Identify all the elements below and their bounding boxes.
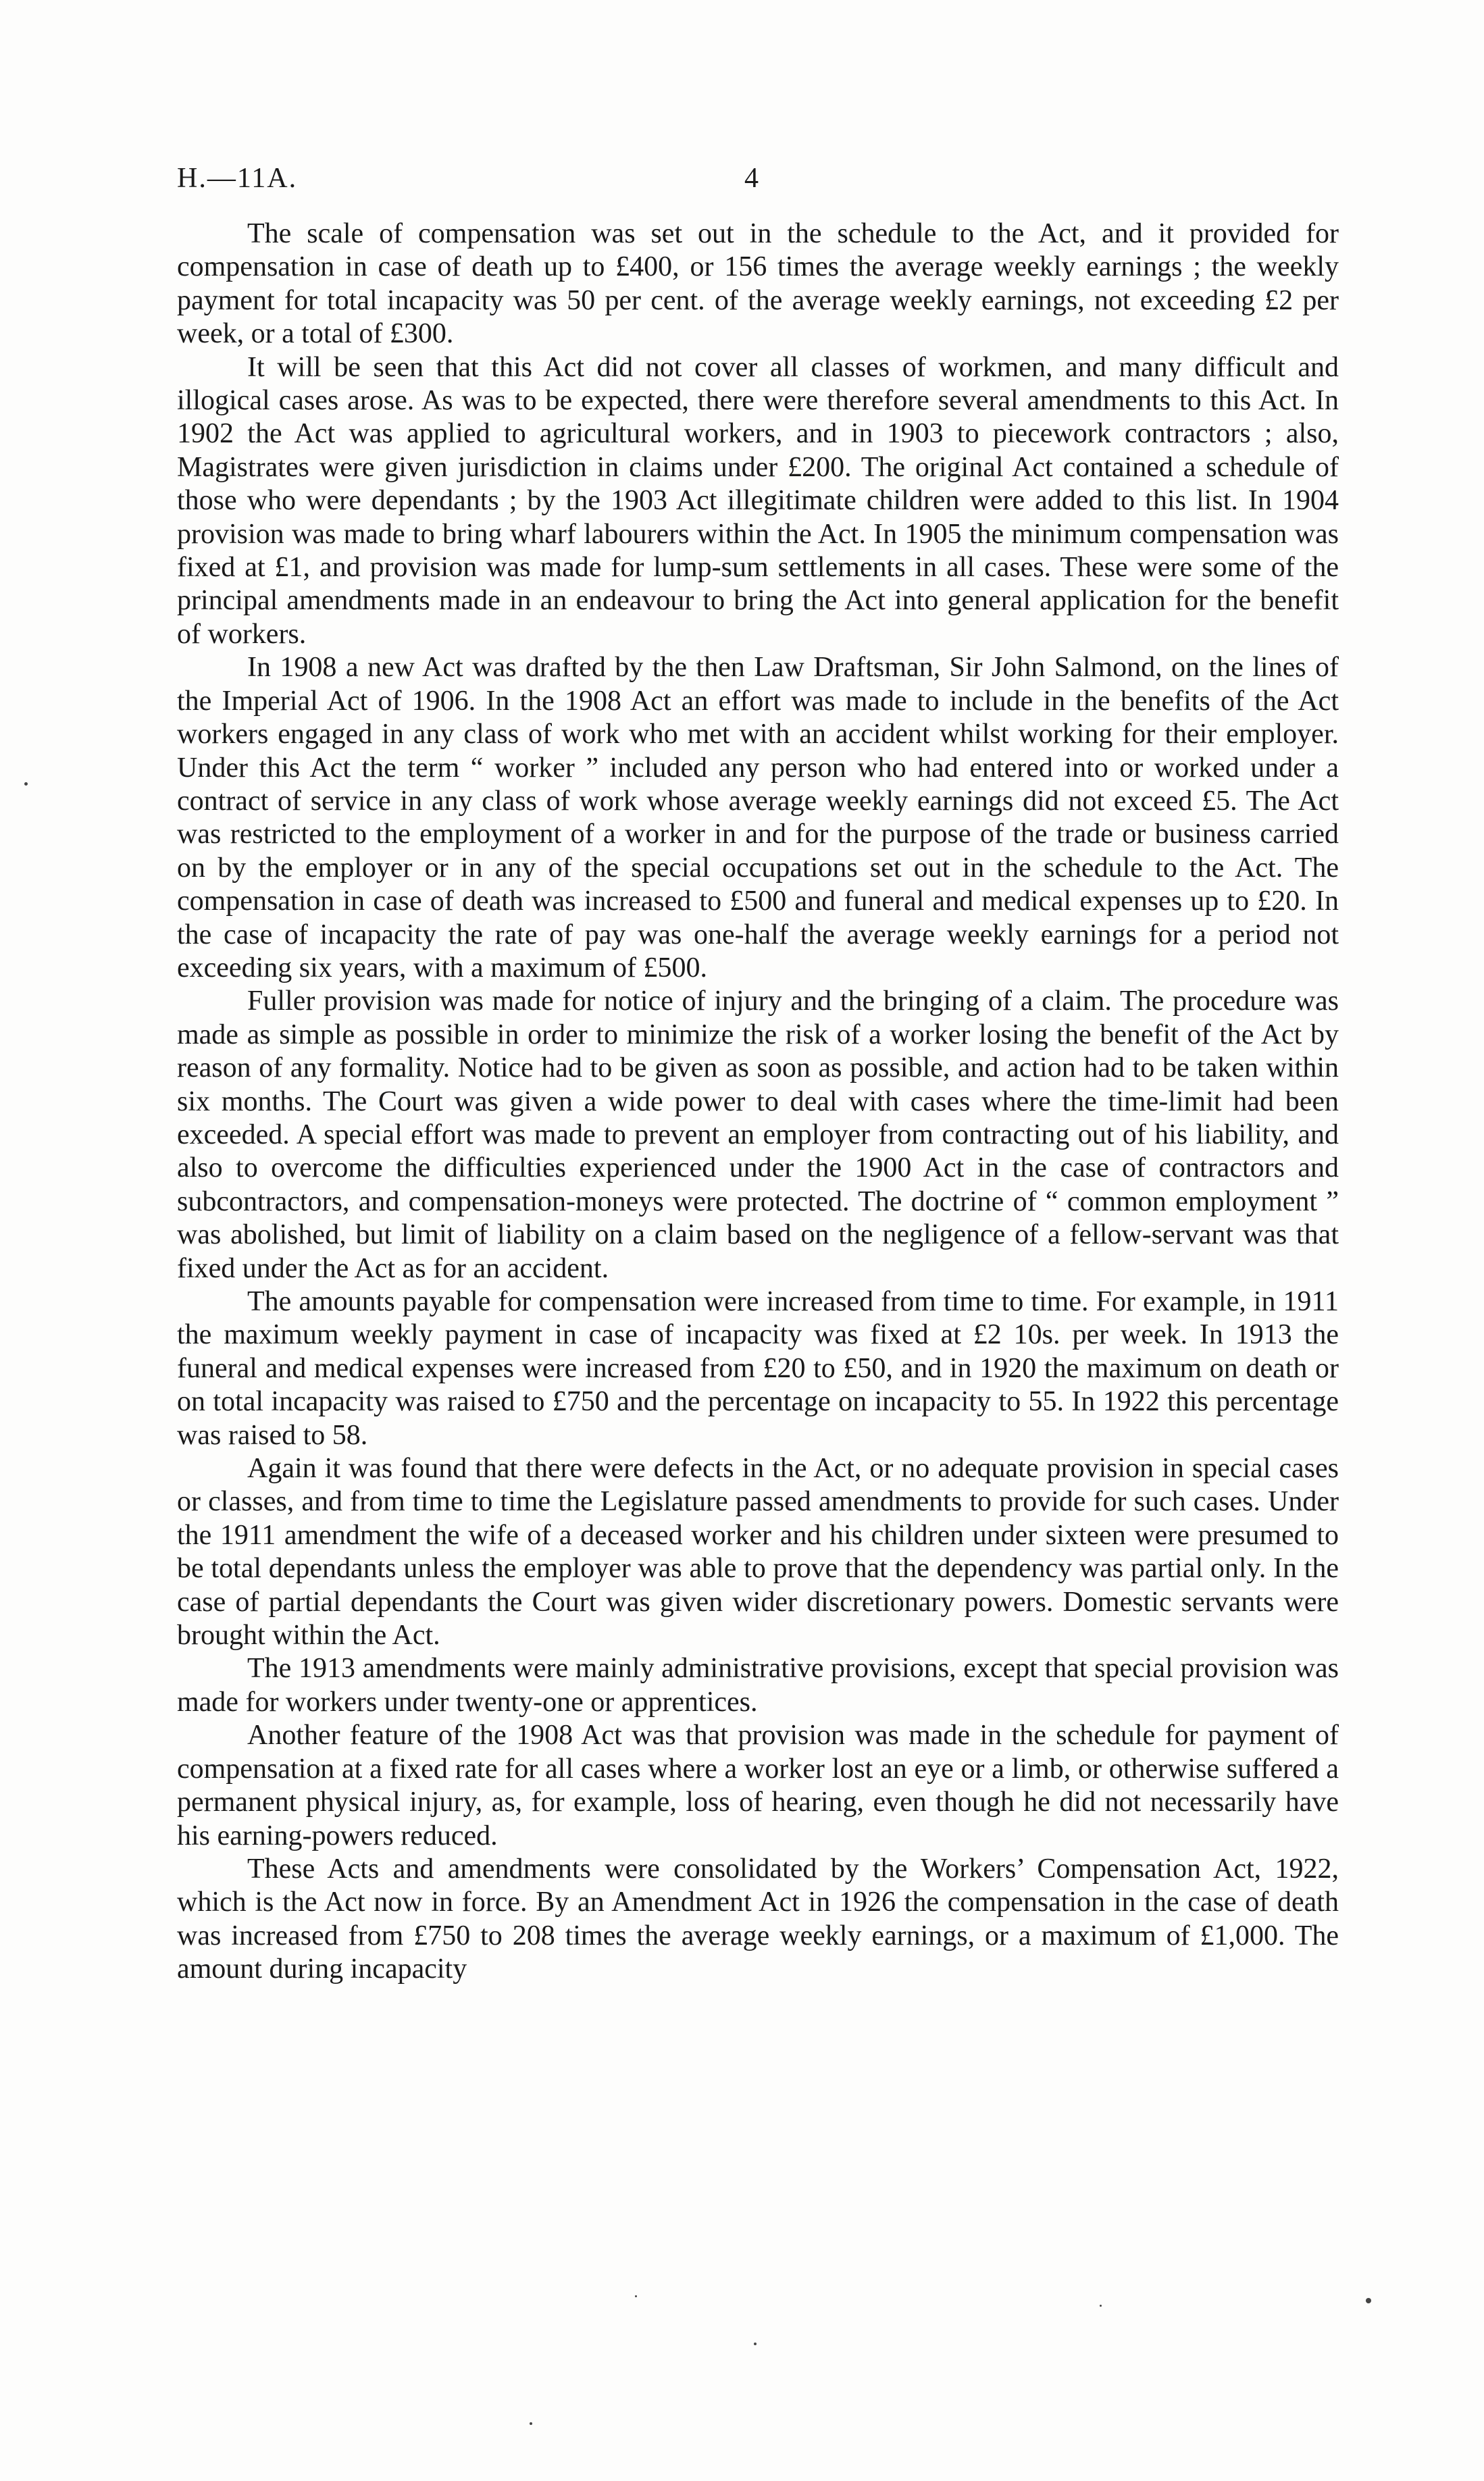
paragraph: The 1913 amendments were mainly administrative provisions, except that special provision was made for workers under twenty-one or apprentices. <box>177 1653 1339 1718</box>
scan-speck <box>530 2422 532 2425</box>
paragraph: Fuller provision was made for notice of injury and the bringing of a claim. The procedure was made as simple as possible in order to minimize the risk of a worker losing the benefit of the Act by reason of any formality. Notice had to be given as soon as possible, and action had to be taken within six months. The Court was given a wide power to deal with cases where the time-limit had been exceeded. A special effort was made to prevent an employer from contracting out of his liability, and also to overcome the difficulties experienced under the 1900 Act in the case of contractors and subcontractors, and compensation-moneys were protected. The doctrine of “ common employment ” was abolished, but limit of liability on a claim based on the negligence of a fellow-servant was that fixed under the Act as for an accident. <box>177 986 1339 1284</box>
body-text <box>177 218 1339 1987</box>
paragraph: Another feature of the 1908 Act was that provision was made in the schedule for payment of compensation at a fixed rate for all cases where a worker lost an eye or a limb, or otherwise suffered a permanent physical injury, as, for example, loss of hearing, even though he did not necessarily have his earning-powers reduced. <box>177 1720 1339 1851</box>
page-header <box>177 162 1339 203</box>
scan-speck <box>754 2343 757 2345</box>
scan-speck <box>635 2295 637 2297</box>
page-number: 4 <box>744 163 759 194</box>
scan-speck <box>1366 2298 1371 2303</box>
paragraph: The scale of compensation was set out in the schedule to the Act, and it provided for compensation in case of death up to £400, or 156 times the average weekly earnings ; the weekly payment for total incapacity was 50 per cent. of the average weekly earnings, not exceeding £2 per week, or a total of £300. <box>177 218 1339 350</box>
scan-speck <box>1100 2305 1102 2307</box>
document-reference: H.—11A. <box>177 163 298 194</box>
paragraph: In 1908 a new Act was drafted by the then Law Draftsman, Sir John Salmond, on the lines of the Imperial Act of 1906. In the 1908 Act an effort was made to include in the benefits of the Act workers engaged in any class of work who met with an accident whilst working for their employer. Under this Act the term “ worker ” included any person who had entered into or worked under a contract of service in any class of work whose average weekly earnings did not exceed £5. The Act was restricted to the employment of a worker in and for the purpose of the trade or business carried on by the employer or in any of the special occupations set out in the schedule to the Act. The compensation in case of death was increased to £500 and funeral and medical expenses up to £20. In the case of incapacity the rate of pay was one-half the average weekly earnings for a period not exceeding six years, with a maximum of £500. <box>177 652 1339 983</box>
paragraph: These Acts and amendments were consolidated by the Workers’ Compensation Act, 1922, which is the Act now in force. By an Amendment Act in 1926 the compensation in the case of death was increased from £750 to 208 times the average weekly earnings, or a maximum of £1,000. The amount during incapacity <box>177 1853 1339 1985</box>
paragraph: Again it was found that there were defects in the Act, or no adequate provision in special cases or classes, and from time to time the Legislature passed amendments to provide for such cases. Under the 1911 amendment the wife of a deceased worker and his children under sixteen were presumed to be total dependants unless the employer was able to prove that the dependency was partial only. In the case of partial dependants the Court was given wider discretionary powers. Domestic servants were brought within the Act. <box>177 1453 1339 1652</box>
paragraph: The amounts payable for compensation were increased from time to time. For example, in 1911 the maximum weekly payment in case of incapacity was fixed at £2 10s. per week. In 1913 the funeral and medical expenses were increased from £20 to £50, and in 1920 the maximum on death or on total incapacity was raised to £750 and the percentage on incapacity to 55. In 1922 this percentage was raised to 58. <box>177 1286 1339 1451</box>
paragraph: It will be seen that this Act did not cover all classes of workmen, and many difficult and illogical cases arose. As was to be expected, there were therefore several amendments to this Act. In 1902 the Act was applied to agricultural workers, and in 1903 to piecework contractors ; also, Magistrates were given jurisdiction in claims under £200. The original Act contained a schedule of those who were dependants ; by the 1903 Act illegitimate children were added to this list. In 1904 provision was made to bring wharf labourers within the Act. In 1905 the minimum compensation was fixed at £1, and provision was made for lump-sum settlements in all cases. These were some of the principal amendments made in an endeavour to bring the Act into general application for the benefit of workers. <box>177 351 1339 650</box>
scan-speck <box>24 782 28 786</box>
